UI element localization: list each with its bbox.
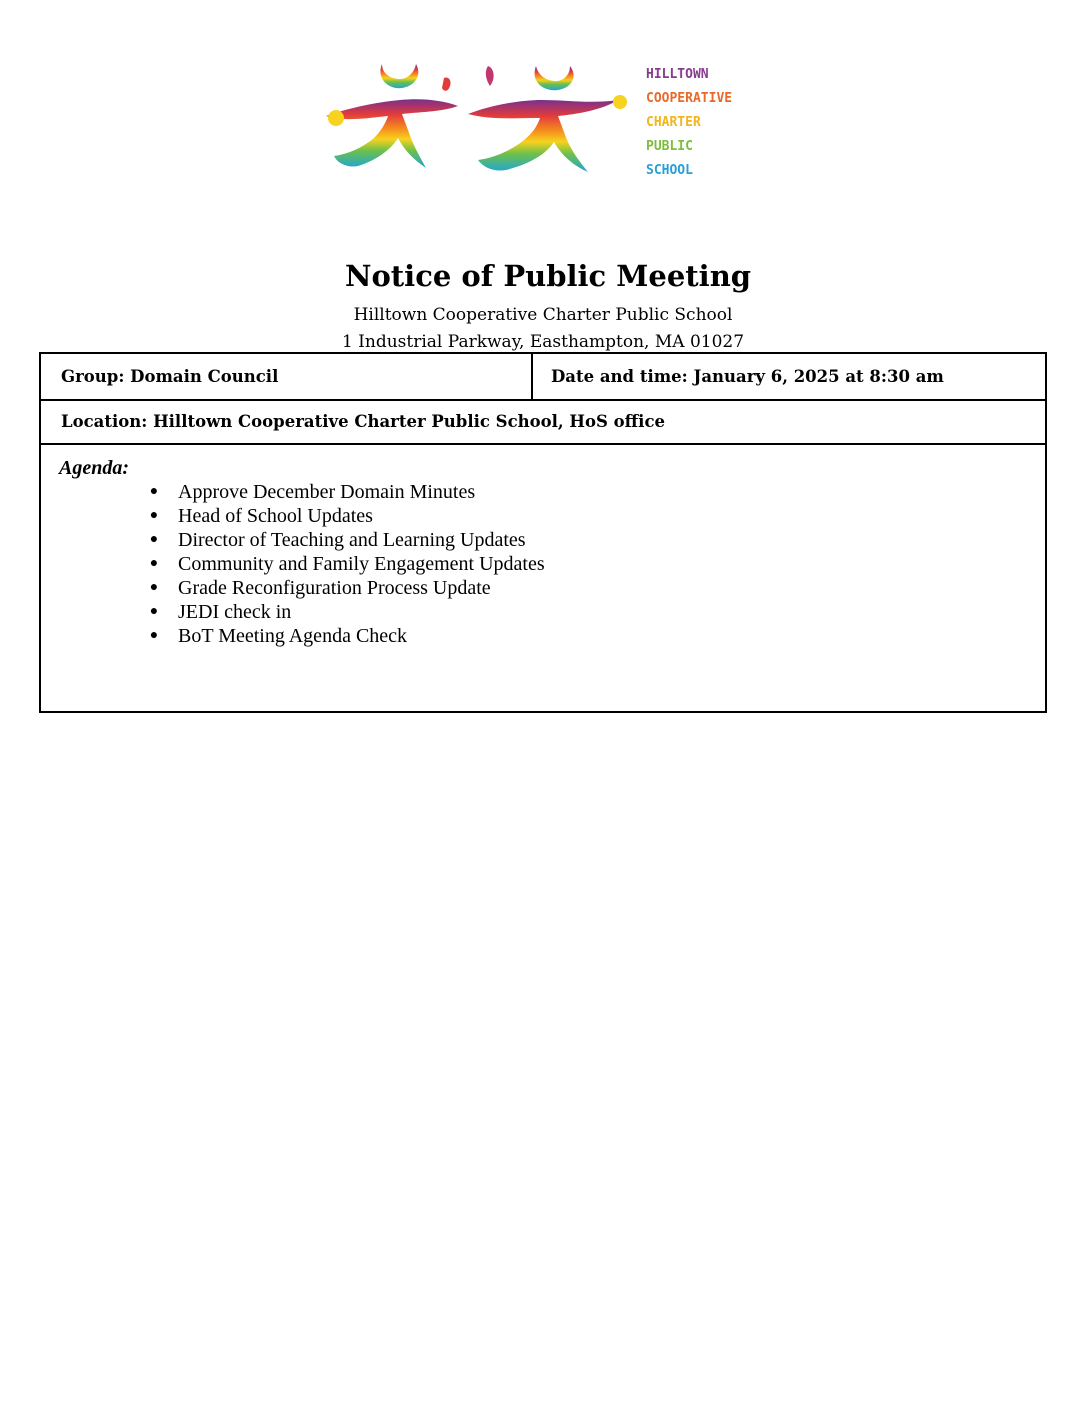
bullet-icon: ● [149,508,159,523]
logo-figures-graphic [318,56,636,182]
logo-line-1: HILLTOWN [646,67,709,82]
bullet-icon: ● [149,556,159,571]
agenda-item-text: Grade Reconfiguration Process Update [178,577,491,599]
logo-line-3: CHARTER [646,115,701,130]
school-address: 1 Industrial Parkway, Easthampton, MA 01027 [341,332,745,352]
agenda-section [41,445,1045,711]
school-name: Hilltown Cooperative Charter Public School [353,305,733,325]
agenda-heading: Agenda: [59,457,129,479]
agenda-item-text: Community and Family Engagement Updates [178,553,545,575]
agenda-item-text: BoT Meeting Agenda Check [178,625,408,647]
date-time-cell [533,354,1045,399]
logo-line-5: SCHOOL [646,163,693,178]
table-row-location [41,401,1045,445]
agenda-item-text: Director of Teaching and Learning Updates [178,529,526,551]
date-time-label: Date and time: January 6, 2025 at 8:30 am [551,367,944,386]
bullet-icon: ● [149,580,159,595]
table-row-group-date [41,354,1045,401]
logo-line-2: COOPERATIVE [646,91,733,106]
school-logo [318,56,788,186]
logo-wordmark [646,63,786,183]
bullet-icon: ● [149,484,159,499]
group-label: Group: Domain Council [61,367,279,386]
logo-line-4: PUBLIC [646,139,693,154]
meeting-details-table [39,352,1047,713]
bullet-icon: ● [149,604,159,619]
agenda-item-text: Head of School Updates [178,505,373,527]
location-label: Location: Hilltown Cooperative Charter Public School, HoS office [61,412,665,431]
agenda-item-text: Approve December Domain Minutes [178,481,476,503]
bullet-icon: ● [149,532,159,547]
bullet-icon: ● [149,628,159,643]
group-cell [41,354,533,399]
agenda-item-text: JEDI check in [178,601,292,623]
page-title: Notice of Public Meeting [344,259,752,293]
